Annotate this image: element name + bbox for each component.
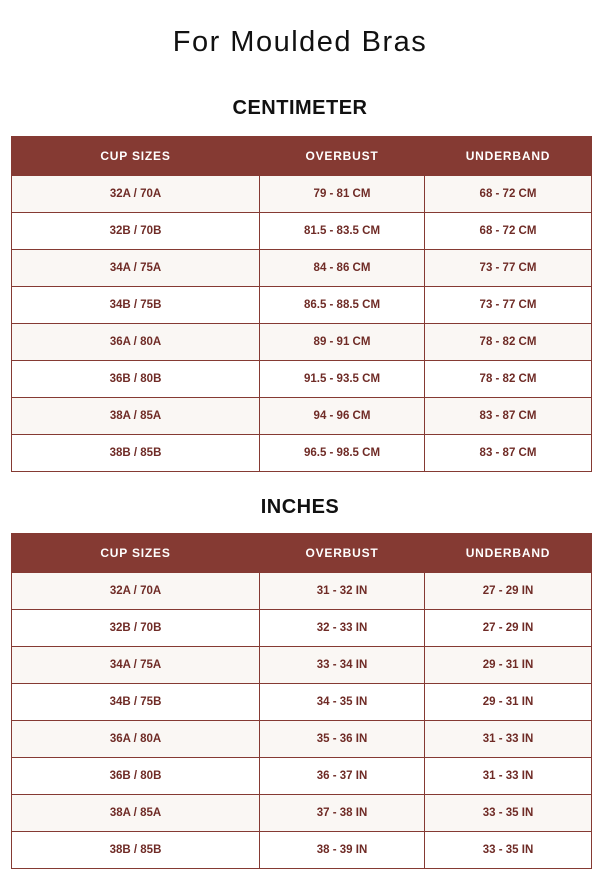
cup-size-cell: 32A / 70A [12, 573, 260, 610]
overbust-cell: 33 - 34 IN [260, 647, 425, 684]
overbust-cell: 84 - 86 CM [260, 250, 425, 287]
cup-size-cell: 34B / 75B [12, 684, 260, 721]
overbust-cell: 34 - 35 IN [260, 684, 425, 721]
underband-cell: 29 - 31 IN [425, 684, 592, 721]
overbust-cell: 91.5 - 93.5 CM [260, 361, 425, 398]
cup-size-cell: 34B / 75B [12, 287, 260, 324]
column-header-underband: UNDERBAND [425, 137, 592, 176]
table-row [12, 250, 592, 287]
table-row [12, 758, 592, 795]
cup-size-cell: 38B / 85B [12, 435, 260, 472]
inches-size-table [11, 533, 592, 869]
table-header-row [12, 534, 592, 573]
table-row [12, 832, 592, 869]
underband-cell: 27 - 29 IN [425, 573, 592, 610]
overbust-cell: 94 - 96 CM [260, 398, 425, 435]
underband-cell: 68 - 72 CM [425, 176, 592, 213]
cup-size-cell: 38A / 85A [12, 398, 260, 435]
page-title: For Moulded Bras [172, 26, 428, 58]
column-header-overbust: OVERBUST [260, 534, 425, 573]
overbust-cell: 31 - 32 IN [260, 573, 425, 610]
column-header-overbust: OVERBUST [260, 137, 425, 176]
table-row [12, 721, 592, 758]
centimeter-heading: CENTIMETER [232, 97, 368, 119]
underband-cell: 73 - 77 CM [425, 250, 592, 287]
overbust-cell: 38 - 39 IN [260, 832, 425, 869]
cup-size-cell: 32B / 70B [12, 213, 260, 250]
underband-cell: 68 - 72 CM [425, 213, 592, 250]
overbust-cell: 89 - 91 CM [260, 324, 425, 361]
table-row [12, 647, 592, 684]
table-row [12, 795, 592, 832]
underband-cell: 29 - 31 IN [425, 647, 592, 684]
overbust-cell: 32 - 33 IN [260, 610, 425, 647]
underband-cell: 83 - 87 CM [425, 435, 592, 472]
cup-size-cell: 34A / 75A [12, 647, 260, 684]
cup-size-cell: 38B / 85B [12, 832, 260, 869]
table-row [12, 213, 592, 250]
inches-heading: INCHES [260, 496, 340, 518]
table-row [12, 684, 592, 721]
column-header-underband: UNDERBAND [425, 534, 592, 573]
underband-cell: 83 - 87 CM [425, 398, 592, 435]
underband-cell: 73 - 77 CM [425, 287, 592, 324]
table-row [12, 610, 592, 647]
cup-size-cell: 36B / 80B [12, 361, 260, 398]
table-header-row [12, 137, 592, 176]
table-row [12, 398, 592, 435]
cup-size-cell: 32A / 70A [12, 176, 260, 213]
overbust-cell: 86.5 - 88.5 CM [260, 287, 425, 324]
overbust-cell: 79 - 81 CM [260, 176, 425, 213]
overbust-cell: 81.5 - 83.5 CM [260, 213, 425, 250]
table-row [12, 361, 592, 398]
underband-cell: 31 - 33 IN [425, 758, 592, 795]
table-row [12, 324, 592, 361]
underband-cell: 78 - 82 CM [425, 361, 592, 398]
cup-size-cell: 32B / 70B [12, 610, 260, 647]
cup-size-cell: 36A / 80A [12, 721, 260, 758]
centimeter-size-table [11, 136, 592, 472]
cup-size-cell: 38A / 85A [12, 795, 260, 832]
underband-cell: 27 - 29 IN [425, 610, 592, 647]
cup-size-cell: 36A / 80A [12, 324, 260, 361]
overbust-cell: 35 - 36 IN [260, 721, 425, 758]
column-header-cup-sizes: CUP SIZES [12, 137, 260, 176]
table-row [12, 287, 592, 324]
overbust-cell: 37 - 38 IN [260, 795, 425, 832]
overbust-cell: 36 - 37 IN [260, 758, 425, 795]
table-row [12, 176, 592, 213]
table-row [12, 435, 592, 472]
underband-cell: 31 - 33 IN [425, 721, 592, 758]
cup-size-cell: 36B / 80B [12, 758, 260, 795]
underband-cell: 33 - 35 IN [425, 832, 592, 869]
underband-cell: 78 - 82 CM [425, 324, 592, 361]
overbust-cell: 96.5 - 98.5 CM [260, 435, 425, 472]
table-row [12, 573, 592, 610]
column-header-cup-sizes: CUP SIZES [12, 534, 260, 573]
cup-size-cell: 34A / 75A [12, 250, 260, 287]
underband-cell: 33 - 35 IN [425, 795, 592, 832]
